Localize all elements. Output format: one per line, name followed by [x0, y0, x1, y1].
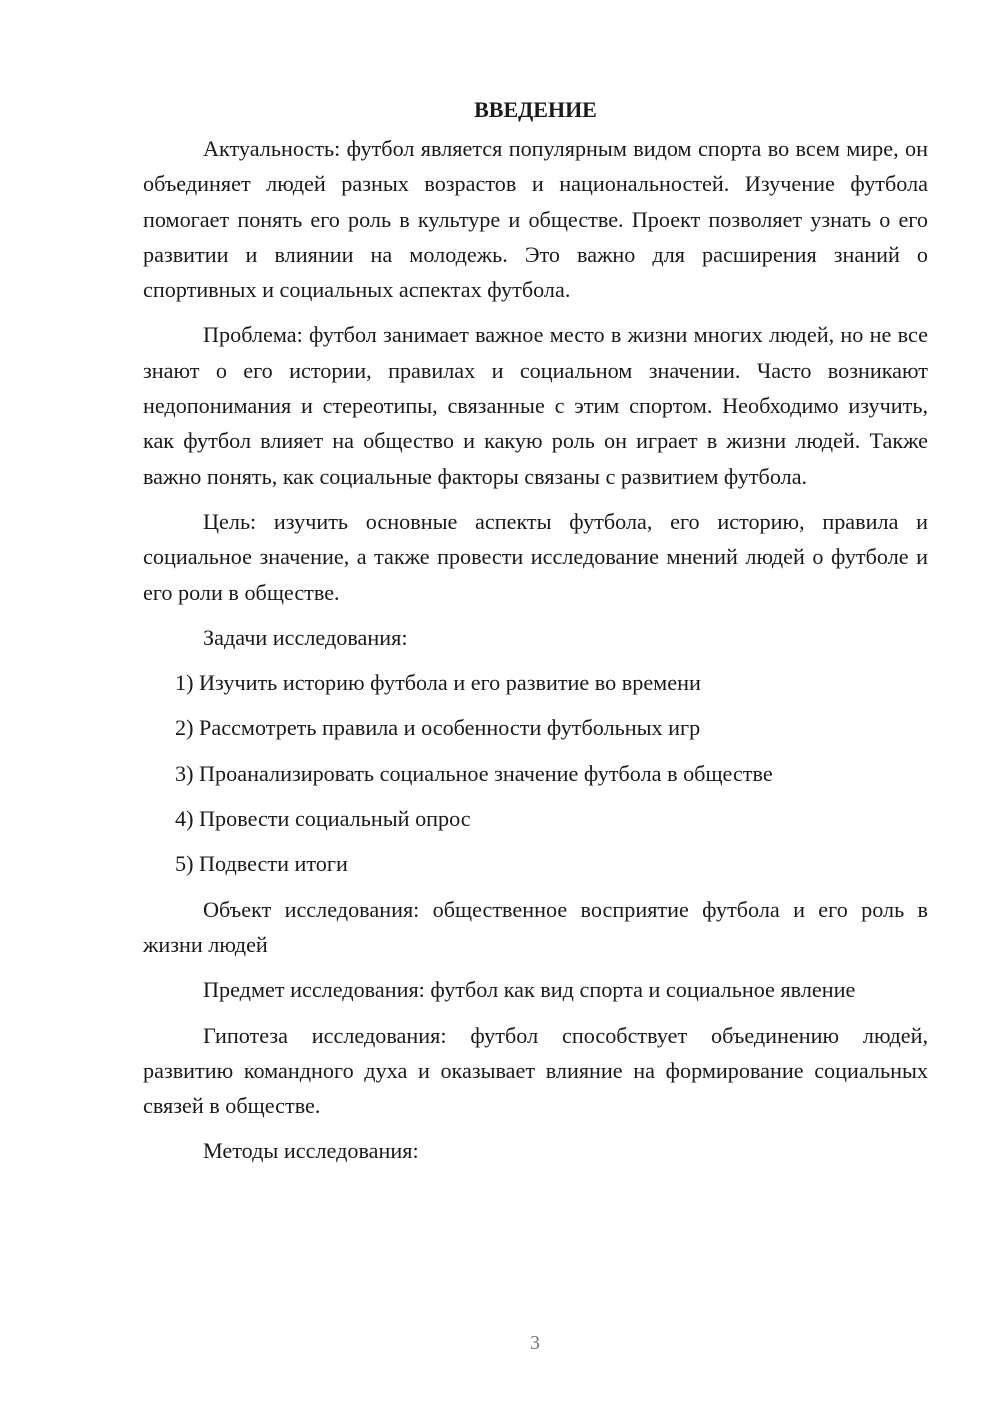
goal-paragraph: Цель: изучить основные аспекты футбола, его историю, правила и социальное значение, а также провести исследование мнений людей о футболе и его роли в обществе. — [143, 508, 928, 605]
tasks-list — [143, 665, 928, 881]
relevance-paragraph: Актуальность: футбол является популярным видом спорта во всем мире, он объединяет людей разных возрастов и национальностей. Изучение футбола помогает понять его роль в культуре и обществе. Проект позволяет узнать о его развитии и влиянии на молодежь. Это важно для расширения знаний о спортивных и социальных аспектах футбола. — [143, 136, 928, 303]
section-title: ВВЕДЕНИЕ — [474, 97, 597, 122]
problem-paragraph: Проблема: футбол занимает важное место в жизни многих людей, но не все знают о его истории, правилах и социальном значении. Часто возникают недопонимания и стереотипы, связанные с этим спортом. Необходимо изучить, как футбол влияет на общество и какую роль он играет в жизни людей. Также важно понять, как социальные факторы связаны с развитием футбола. — [143, 322, 928, 489]
task-item: 4) Провести социальный опрос — [175, 806, 471, 832]
methods-heading: Методы исследования: — [203, 1138, 419, 1164]
task-item: 2) Рассмотреть правила и особенности футбольных игр — [175, 715, 701, 741]
hypothesis-paragraph: Гипотеза исследования: футбол способствует объединению людей, развитию командного духа и оказывает влияние на формирование социальных связей в обществе. — [143, 1022, 928, 1119]
task-item: 3) Проанализировать социальное значение футбола в обществе — [175, 760, 773, 786]
task-item: 5) Подвести итоги — [175, 851, 348, 877]
page-number: 3 — [530, 1332, 540, 1354]
task-item: 1) Изучить историю футбола и его развитие во времени — [175, 670, 701, 696]
object-paragraph: Объект исследования: общественное восприятие футбола и его роль в жизни людей — [143, 896, 928, 957]
tasks-heading: Задачи исследования: — [203, 624, 408, 650]
subject-paragraph: Предмет исследования: футбол как вид спорта и социальное явление — [203, 977, 856, 1003]
page-content — [143, 92, 928, 1169]
